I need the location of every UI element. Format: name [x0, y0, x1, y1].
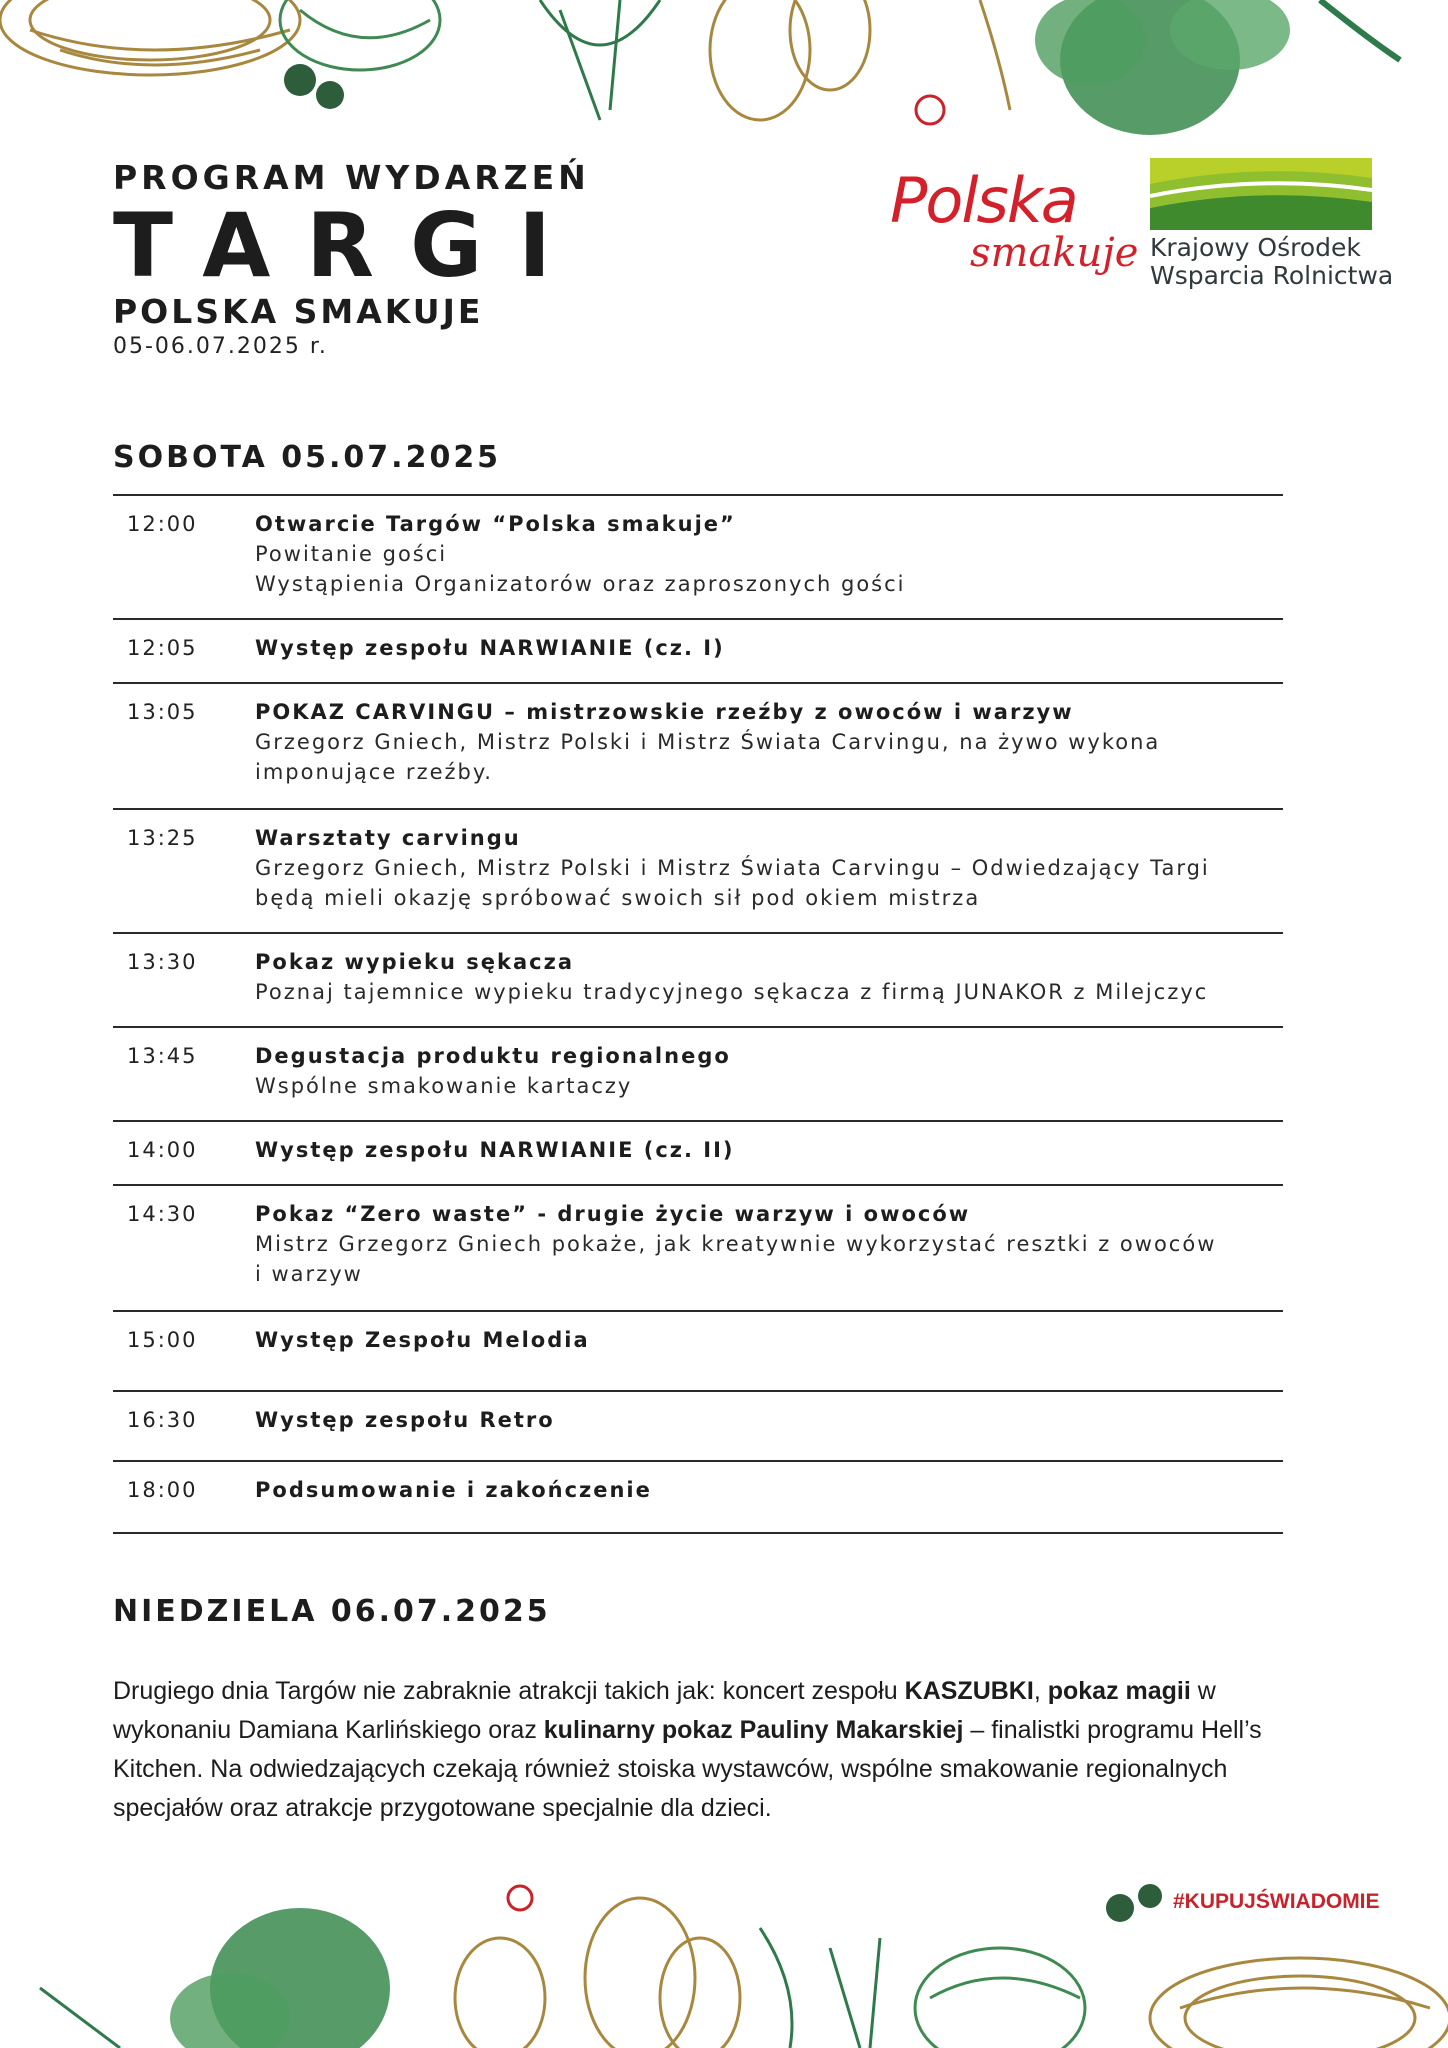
schedule-content: [255, 633, 1283, 682]
event-dates: 05-06.07.2025 r.: [113, 334, 328, 359]
schedule-time: 15:00: [127, 1328, 198, 1352]
schedule-time: 13:45: [127, 1044, 198, 1068]
top-vegetable-illustration: [0, 0, 1448, 150]
bottom-vegetable-illustration: [0, 1868, 1448, 2048]
polska-smakuje-logo: [890, 164, 1139, 284]
schedule-content: [255, 1475, 1283, 1532]
schedule-description-line: Poznaj tajemnice wypieku tradycyjnego sękacza z firmą JUNAKOR z Milejczyc: [255, 980, 1209, 1004]
program-kicker: PROGRAM WYDARZEŃ: [113, 158, 590, 197]
para-text-2: ,: [1033, 1677, 1048, 1705]
para-bold-kulinarny-pokaz: kulinarny pokaz Pauliny Makarskiej: [543, 1716, 964, 1744]
para-text-4: – finalistki programu Hell’s Kitchen. Na odwiedzających czekają również stoiska wystawców, wspólne smakowanie regionalnych specjałów oraz atrakcje przygotowane specjalnie dla dzieci.: [113, 1716, 1262, 1822]
schedule-title: Występ zespołu Retro: [255, 1408, 555, 1432]
day1-heading: SOBOTA 05.07.2025: [113, 440, 502, 475]
kowr-fields-icon: [1150, 156, 1372, 230]
schedule-title: Występ zespołu NARWIANIE (cz. I): [255, 636, 725, 660]
day2-heading: NIEDZIELA 06.07.2025: [113, 1594, 551, 1629]
schedule-title: Pokaz “Zero waste” - drugie życie warzyw i owoców: [255, 1202, 971, 1226]
schedule-time: 12:05: [127, 636, 198, 660]
schedule-row: [113, 810, 1283, 934]
schedule-row: [113, 1462, 1283, 1534]
schedule-table: [113, 494, 1283, 1534]
schedule-description-line: imponujące rzeźby.: [255, 760, 493, 784]
schedule-row: [113, 620, 1283, 684]
schedule-title: Otwarcie Targów “Polska smakuje”: [255, 512, 736, 536]
schedule-content: [255, 1325, 1283, 1390]
schedule-title: Podsumowanie i zakończenie: [255, 1478, 652, 1502]
para-text-3: w wykonaniu Damiana Karlińskiego oraz: [113, 1677, 1216, 1744]
event-title: TARGI: [113, 194, 588, 297]
schedule-title: Warsztaty carvingu: [255, 826, 521, 850]
schedule-time: 14:00: [127, 1138, 198, 1162]
schedule-description-line: Powitanie gości: [255, 542, 448, 566]
logo-word-smakuje: smakuje: [970, 230, 1139, 276]
schedule-time: 13:30: [127, 950, 198, 974]
kowr-line2: Wsparcia Rolnictwa: [1150, 261, 1394, 290]
schedule-time: 13:05: [127, 700, 198, 724]
schedule-description-line: Grzegorz Gniech, Mistrz Polski i Mistrz Świata Carvingu – Odwiedzający Targi: [255, 856, 1210, 880]
schedule-content: [255, 1405, 1283, 1460]
schedule-time: 14:30: [127, 1202, 198, 1226]
schedule-row: [113, 496, 1283, 620]
schedule-row: [113, 1028, 1283, 1122]
schedule-description-line: i warzyw: [255, 1262, 363, 1286]
schedule-time: 16:30: [127, 1408, 198, 1432]
schedule-content: [255, 1041, 1283, 1120]
kowr-line1: Krajowy Ośrodek: [1150, 233, 1361, 262]
schedule-title: Degustacja produktu regionalnego: [255, 1044, 731, 1068]
schedule-time: 13:25: [127, 826, 198, 850]
schedule-content: [255, 823, 1283, 932]
schedule-content: [255, 509, 1283, 618]
event-header: [113, 158, 590, 362]
schedule-content: [255, 947, 1283, 1026]
hashtag: #KUPUJŚWIADOMIE: [1173, 1890, 1380, 1913]
kowr-logo: [1150, 156, 1394, 296]
schedule-title: POKAZ CARVINGU – mistrzowskie rzeźby z owoców i warzyw: [255, 700, 1074, 724]
day2-description: [113, 1672, 1283, 1828]
schedule-description-line: będą mieli okazję spróbować swoich sił pod okiem mistrza: [255, 886, 981, 910]
para-bold-kaszubki: KASZUBKI: [904, 1677, 1034, 1705]
schedule-time: 18:00: [127, 1478, 198, 1502]
schedule-description-line: Grzegorz Gniech, Mistrz Polski i Mistrz Świata Carvingu, na żywo wykona: [255, 730, 1161, 754]
schedule-content: [255, 697, 1283, 808]
schedule-time: 12:00: [127, 512, 198, 536]
schedule-row: [113, 1392, 1283, 1462]
schedule-row: [113, 684, 1283, 810]
para-bold-pokaz-magii: pokaz magii: [1047, 1677, 1191, 1705]
schedule-content: [255, 1135, 1283, 1184]
schedule-title: Występ Zespołu Melodia: [255, 1328, 590, 1352]
schedule-row: [113, 1186, 1283, 1312]
schedule-description-line: Wystąpienia Organizatorów oraz zaproszonych gości: [255, 572, 906, 596]
schedule-description-line: Wspólne smakowanie kartaczy: [255, 1074, 633, 1098]
event-subtitle: POLSKA SMAKUJE: [113, 292, 484, 331]
schedule-title: Pokaz wypieku sękacza: [255, 950, 574, 974]
schedule-row: [113, 1312, 1283, 1392]
schedule-row: [113, 1122, 1283, 1186]
schedule-title: Występ zespołu NARWIANIE (cz. II): [255, 1138, 735, 1162]
schedule-row: [113, 934, 1283, 1028]
logo-word-polska: Polska: [890, 164, 1077, 237]
schedule-description-line: Mistrz Grzegorz Gniech pokaże, jak kreatywnie wykorzystać resztki z owoców: [255, 1232, 1217, 1256]
schedule-content: [255, 1199, 1283, 1310]
para-text-1: Drugiego dnia Targów nie zabraknie atrakcji takich jak: koncert zespołu: [113, 1677, 905, 1705]
